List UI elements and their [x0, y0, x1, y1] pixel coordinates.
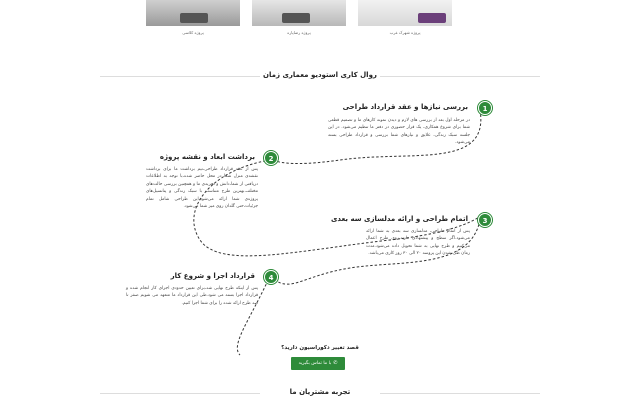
process-title: روال کاری استودیو معماری زمان	[263, 71, 377, 79]
gallery-item[interactable]	[140, 0, 246, 36]
process-section-heading	[0, 70, 640, 82]
contact-us-button[interactable]	[291, 357, 345, 370]
project-gallery	[140, 0, 460, 36]
step-number-badge: 2	[264, 151, 278, 165]
gallery-caption[interactable]: پروژه رضاپاره	[287, 30, 311, 35]
step-description: در مرحله اول بعد از بررسی های لازم و دیدن نمونه کارهای ما و تصمیم قطعی شما برای شروع همکاری، یک قرار حضوری در دفتر ما تنظیم می‌شود. در این جلسه سبک زندگی، علایق و نیازهای شما بررسی و قرارداد طراحی بسته می‌شود.	[328, 118, 470, 146]
testimonials-section-heading	[0, 387, 640, 399]
gallery-image[interactable]	[146, 0, 240, 26]
cta-question: قصد تغییر دکوراسیون دارید؟	[281, 345, 359, 351]
contact-us-label: با ما تماس بگیرید	[298, 361, 332, 366]
step-title: اتمام طراحی و ارائه مدلسازی سه بعدی	[331, 215, 468, 223]
step-number-badge: 3	[478, 213, 492, 227]
gallery-image[interactable]	[358, 0, 452, 26]
divider-line	[380, 76, 540, 77]
step-description: پس از عقد قرارداد طراحی،تیم برداشت ما برای برداشت نقشه‌ی منزل شما در محل حاضر شده،با توجه به اطلاعات دریافتی از شما،دانش و تجربه‌ی ما و همچنین بررسی حالت‌های مختلف،بهترین طرح متناسب با سبک زندگی و پتانسیل‌های پروژه‌ی شما ارائه می‌شود.این طراحی شامل تمام جزئیات،حتی گلدان روی میز شما می‌شود.	[146, 167, 258, 210]
step-number-badge: 4	[264, 270, 278, 284]
step-number-badge: 1	[478, 101, 492, 115]
step-title: بررسی نیازها و عقد قرارداد طراحی	[342, 103, 468, 111]
testimonials-title: تجربه مشتریان ما	[289, 388, 351, 396]
step-title: برداشت ابعاد و نقشه پروژه	[159, 153, 255, 161]
gallery-caption[interactable]: پروژه کلاسی	[182, 30, 204, 35]
step-description: پس از اینکه طرح نهایی شد،برای تعیین حدودی اجرای کار انجام شده و قرارداد اجرا بسته می شود.طی این قرارداد ما متعهد می شویم صفر تا صد طرح ارائه شده را برای شما اجرا کنیم.	[126, 286, 258, 306]
divider-line	[100, 393, 260, 394]
divider-line	[100, 76, 260, 77]
gallery-caption[interactable]: پروژه شهرک غرب	[389, 30, 421, 35]
divider-line	[380, 393, 540, 394]
phone-icon: ✆	[333, 360, 338, 366]
gallery-image[interactable]	[252, 0, 346, 26]
step-description: پس از اتمام طراحی، مدلسازی سه بعدی به شما ارائه می‌شود.اگر سطح و پیشنهادی دارید،روی طرح اعمال می‌کنیم و طرح نهایی به شما تحویل داده می‌شود.مدت زمان طی شدن این پروسه ۲۰ الی ۳۰ روز کاری می‌باشد.	[366, 229, 470, 257]
gallery-item[interactable]	[246, 0, 352, 36]
step-title: قرارداد اجرا و شروع کار	[170, 272, 255, 280]
gallery-item[interactable]	[352, 0, 458, 36]
